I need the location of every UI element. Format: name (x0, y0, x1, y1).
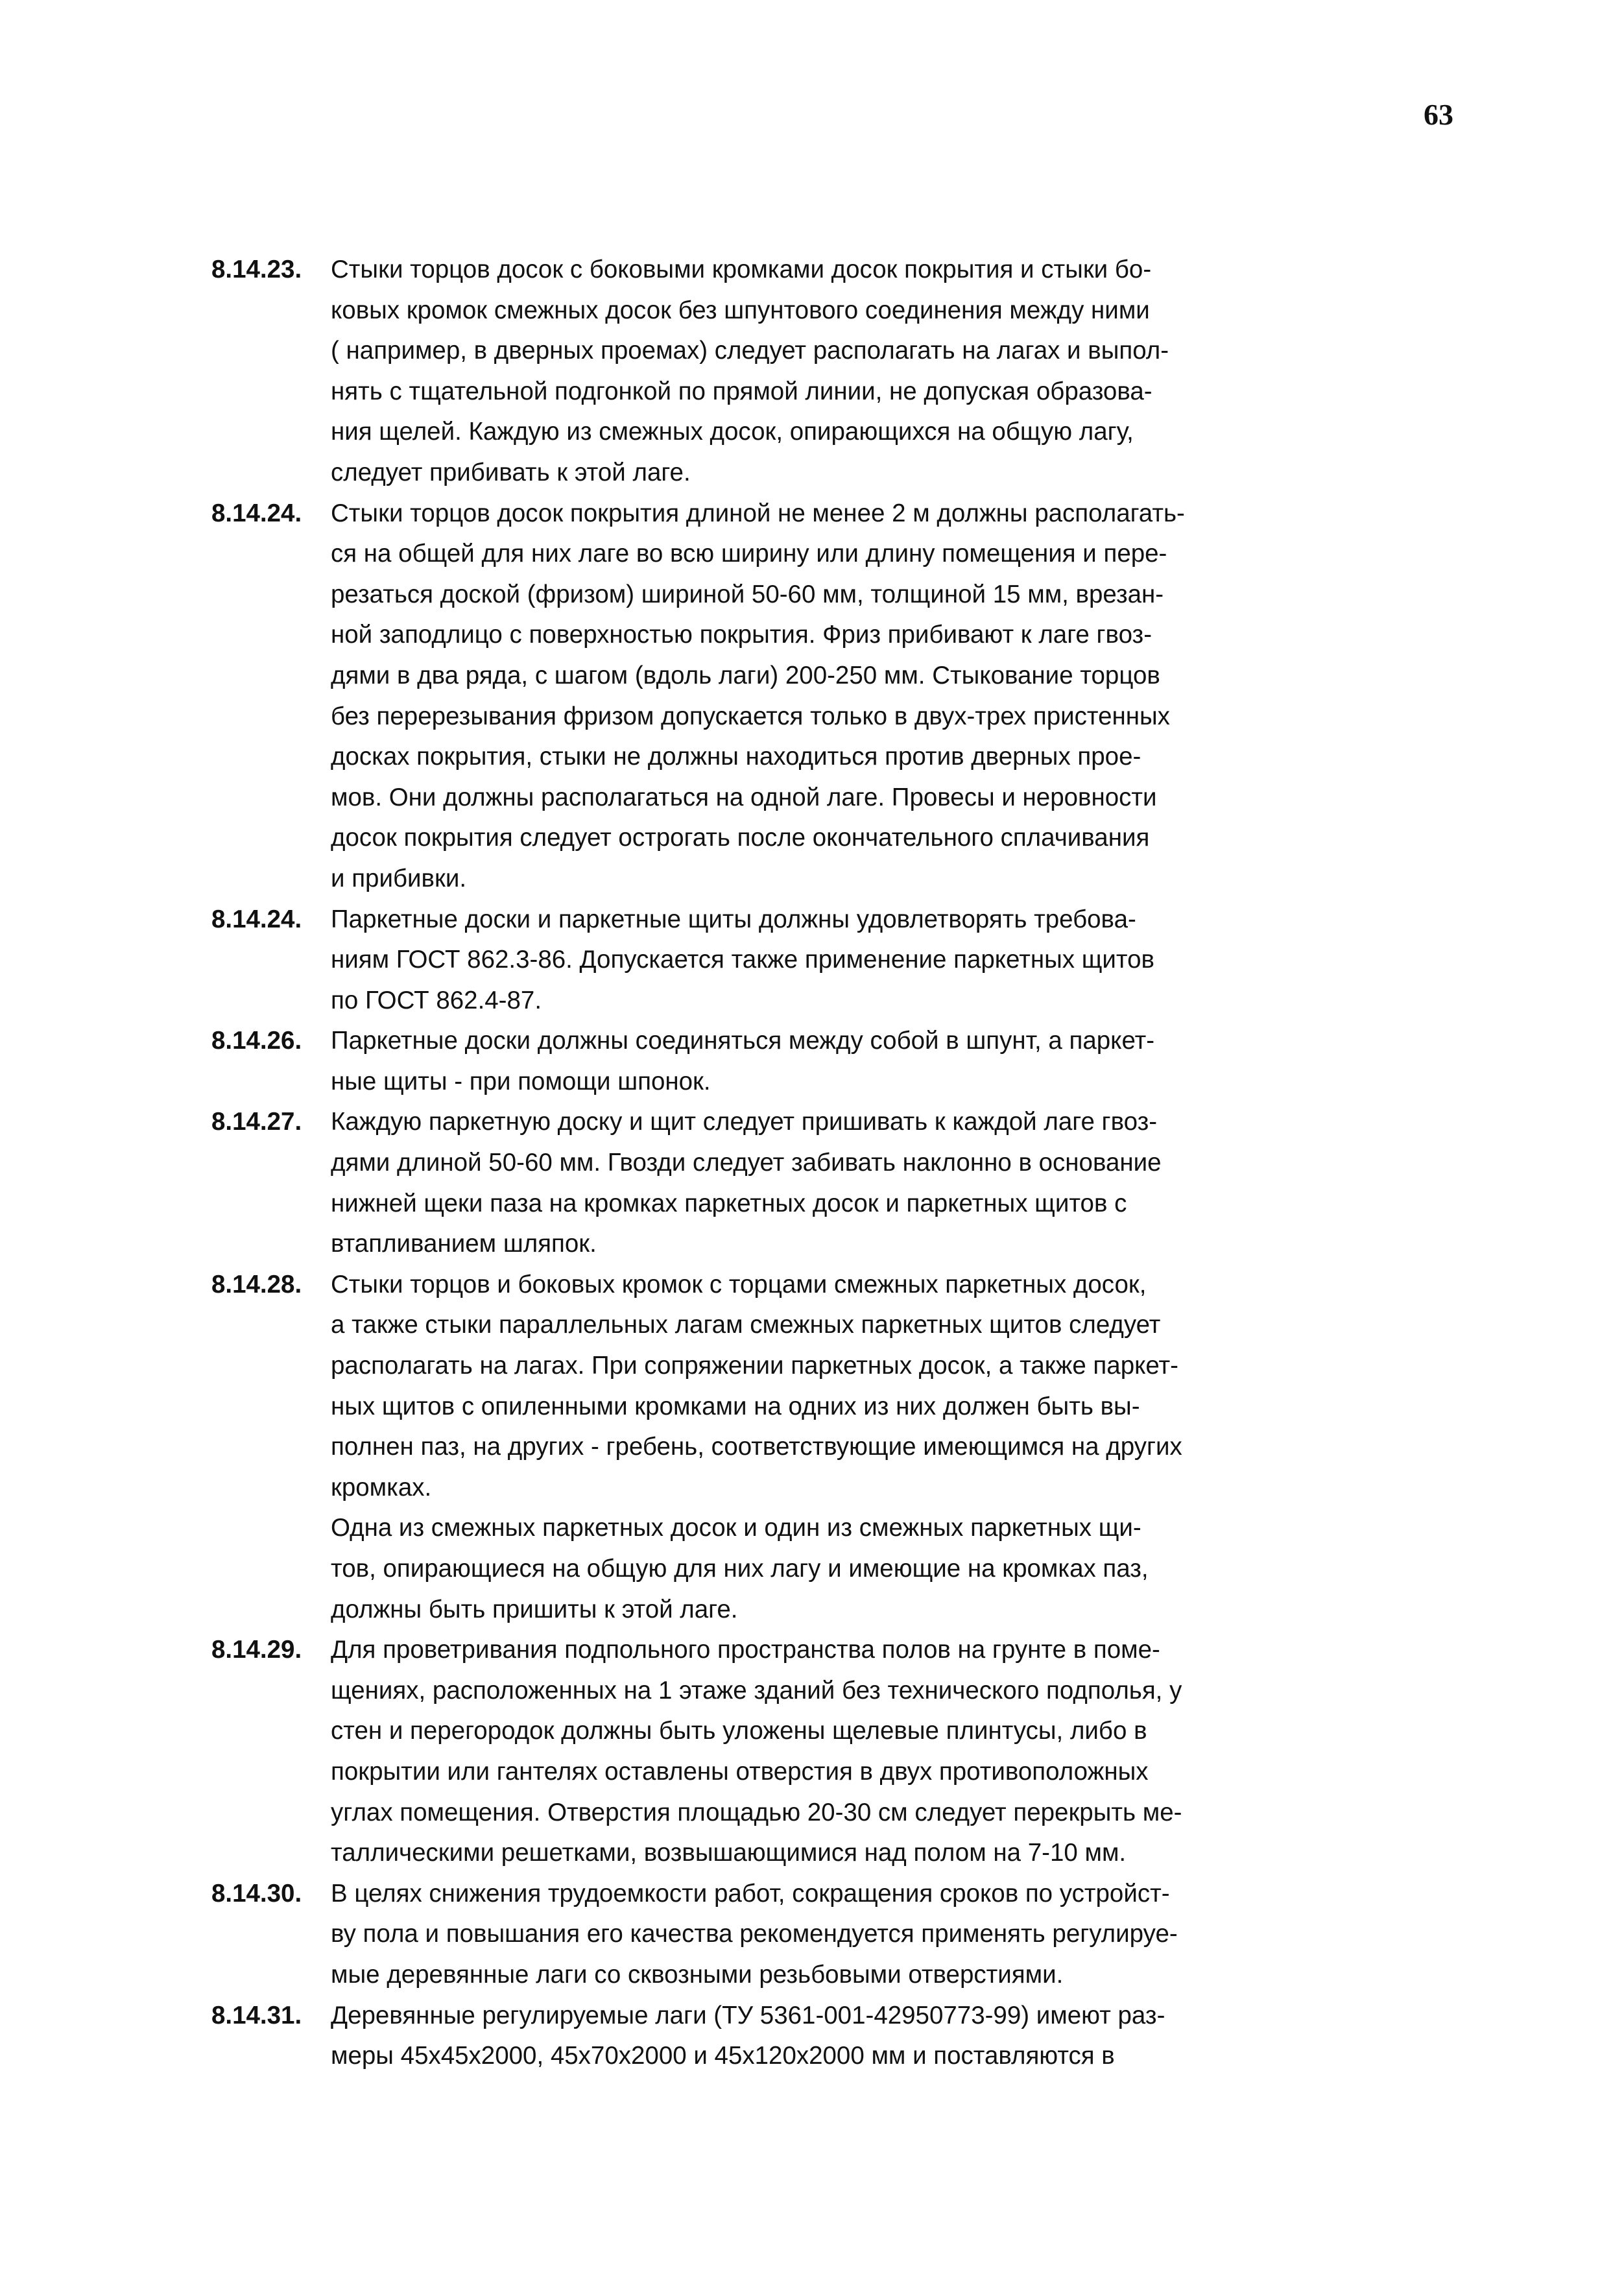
document-body (211, 250, 1463, 2077)
text-line: щениях, расположенных на 1 этаже зданий без технического подполья, у (331, 1676, 1182, 1705)
text-line: мов. Они должны располагаться на одной лаге. Провесы и неровности (331, 783, 1157, 811)
clause-text (331, 1874, 1463, 1996)
text-line: следует прибивать к этой лаге. (331, 458, 691, 486)
text-line: кромках. (331, 1473, 432, 1501)
text-line: Каждую паркетную доску и щит следует пришивать к каждой лаге гвоз- (331, 1108, 1158, 1136)
clause-text (331, 1996, 1463, 2077)
continuation-paragraph (331, 1508, 1463, 1630)
text-line: Стыки торцов и боковых кромок с торцами смежных паркетных досок, (331, 1270, 1147, 1298)
clause (211, 1874, 1463, 1996)
clause-number: 8.14.24. (211, 499, 302, 527)
text-line: меры 45x45x2000, 45x70x2000 и 45x120x2000 мм и поставляются в (331, 2042, 1115, 2070)
clause-number: 8.14.23. (211, 256, 302, 283)
text-line: ния щелей. Каждую из смежных досок, опирающихся на общую лагу, (331, 418, 1134, 446)
text-line: Стыки торцов досок покрытия длиной не менее 2 м должны располагать- (331, 499, 1185, 527)
text-line: мые деревянные лаги со сквозными резьбовыми отверстиями. (331, 1960, 1064, 1989)
clause-number: 8.14.31. (211, 2001, 302, 2029)
clause-number: 8.14.29. (211, 1636, 302, 1664)
text-line: полнен паз, на других - гребень, соответствующие имеющимся на других (331, 1433, 1182, 1461)
text-line: нять с тщательной подгонкой по прямой линии, не допуская образова- (331, 377, 1152, 405)
clause (211, 1265, 1463, 1509)
clause-text (331, 494, 1463, 900)
clause (211, 250, 1463, 494)
text-line: Паркетные доски должны соединяться между собой в шпунт, а паркет- (331, 1027, 1155, 1055)
text-line: стен и перегородок должны быть уложены щелевые плинтусы, либо в (331, 1717, 1147, 1745)
text-line: ные щиты - при помощи шпонок. (331, 1067, 711, 1095)
text-line: ной заподлицо с поверхностью покрытия. Фриз прибивают к лаге гвоз- (331, 621, 1152, 649)
page-number: 63 (1424, 98, 1453, 131)
clause (211, 1996, 1463, 2077)
text-line: нижней щеки паза на кромках паркетных досок и паркетных щитов с (331, 1189, 1127, 1217)
text-line: углах помещения. Отверстия площадью 20-30 см следует перекрыть ме- (331, 1798, 1182, 1826)
text-line: по ГОСТ 862.4-87. (331, 986, 542, 1014)
text-line: тов, опирающиеся на общую для них лагу и имеющие на кромках паз, (331, 1555, 1149, 1583)
text-line: без перерезывания фризом допускается только в двух-трех пристенных (331, 702, 1170, 730)
text-line: Деревянные регулируемые лаги (ТУ 5361-001-42950773-99) имеют раз- (331, 2001, 1165, 2029)
text-line: располагать на лагах. При сопряжении паркетных досок, а также паркет- (331, 1352, 1178, 1380)
text-line: ковых кромок смежных досок без шпунтового соединения между ними (331, 296, 1150, 324)
clause (211, 900, 1463, 1022)
clause-text (331, 1630, 1463, 1874)
text-line: а также стыки параллельных лагам смежных паркетных щитов следует (331, 1311, 1161, 1339)
clause (211, 494, 1463, 900)
clause-number: 8.14.26. (211, 1027, 302, 1055)
text-line: досок покрытия следует острогать после окончательного сплачивания (331, 824, 1150, 852)
text-line: досках покрытия, стыки не должны находиться против дверных прое- (331, 743, 1141, 771)
text-line: покрытии или гантелях оставлены отверстия в двух противоположных (331, 1757, 1149, 1786)
text-line: ных щитов с опиленными кромками на одних из них должен быть вы- (331, 1392, 1140, 1420)
text-line: таллическими решетками, возвышающимися над полом на 7-10 мм. (331, 1839, 1127, 1867)
clause-text (331, 250, 1463, 494)
clause-text (331, 900, 1463, 1022)
clause-number: 8.14.27. (211, 1108, 302, 1136)
text-line: и прибивки. (331, 864, 467, 892)
text-line: ( например, в дверных проемах) следует располагать на лагах и выпол- (331, 337, 1169, 365)
clause (211, 1021, 1463, 1102)
text-line: Стыки торцов досок с боковыми кромками досок покрытия и стыки бо- (331, 256, 1152, 283)
clause-text (331, 1021, 1463, 1102)
clause-number: 8.14.30. (211, 1879, 302, 1908)
clause-number: 8.14.24. (211, 905, 302, 933)
text-line: Паркетные доски и паркетные щиты должны удовлетворять требова- (331, 905, 1136, 933)
text-line: должны быть пришиты к этой лаге. (331, 1595, 738, 1623)
text-line: В целях снижения трудоемкости работ, сокращения сроков по устройст- (331, 1879, 1170, 1908)
text-line: Для проветривания подпольного пространства полов на грунте в поме- (331, 1636, 1160, 1664)
text-line: ся на общей для них лаге во всю ширину или длину помещения и пере- (331, 540, 1167, 568)
text-line: дями длиной 50-60 мм. Гвозди следует забивать наклонно в основание (331, 1149, 1162, 1177)
clause-text (331, 1102, 1463, 1264)
text-line: втапливанием шляпок. (331, 1230, 597, 1258)
clause (211, 1630, 1463, 1874)
text-line: ву пола и повышания его качества рекомендуется применять регулируе- (331, 1920, 1178, 1948)
text-line: дями в два ряда, с шагом (вдоль лаги) 200-250 мм. Стыкование торцов (331, 661, 1160, 689)
text-line: Одна из смежных паркетных досок и один из смежных паркетных щи- (331, 1514, 1141, 1542)
text-line: резаться доской (фризом) шириной 50-60 мм, толщиной 15 мм, врезан- (331, 580, 1164, 608)
clause (211, 1102, 1463, 1264)
text-line: ниям ГОСТ 862.3-86. Допускается также применение паркетных щитов (331, 946, 1154, 974)
clause-text (331, 1265, 1463, 1509)
clause-number: 8.14.28. (211, 1270, 302, 1298)
